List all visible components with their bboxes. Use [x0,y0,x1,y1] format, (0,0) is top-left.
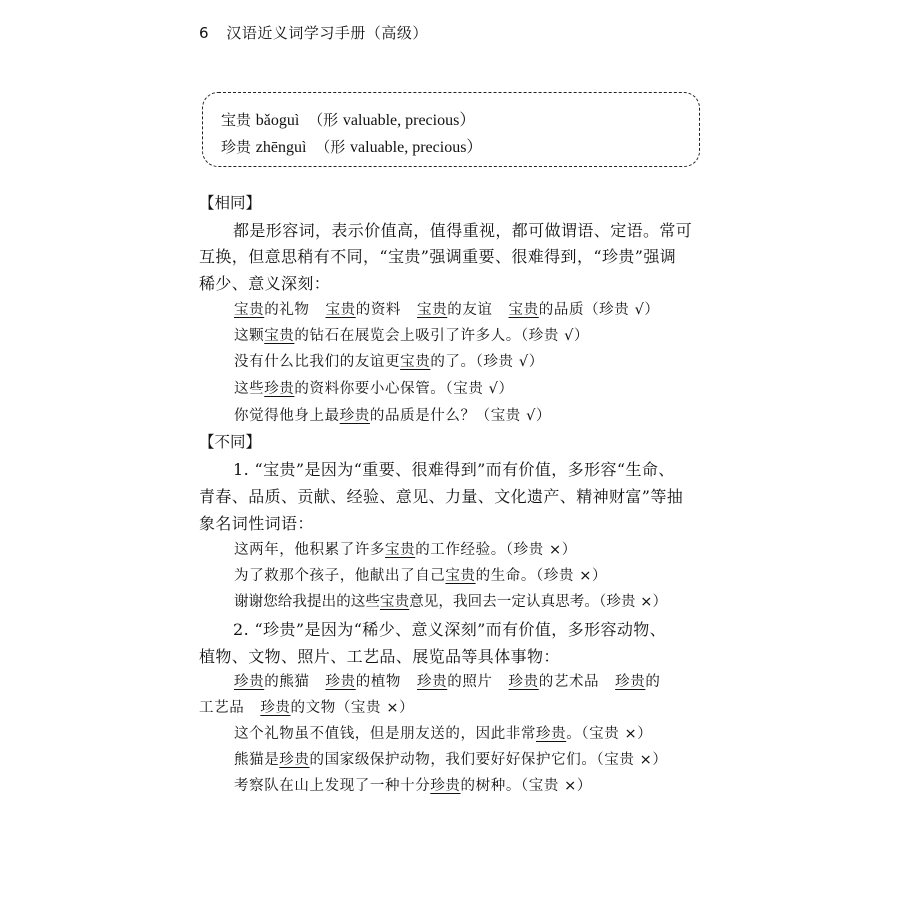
phrase-rest: 的照片 [447,674,493,690]
word-entry-box [202,92,700,167]
entry-pos: （形 [315,138,346,156]
keyword: 珍贵 [430,778,461,794]
keyword: 珍贵 [417,674,448,690]
entry-word: 宝贵 [221,111,252,129]
paragraph-line: 象名词性词语： [199,514,314,533]
example-phrases-zhengui [234,670,660,691]
entry-pos: （形 [308,111,339,129]
sentence-part: 的树种。（宝贵 ×） [460,778,593,794]
phrase-rest: 的友谊 [447,302,493,318]
keyword: 珍贵 [279,752,310,768]
sentence-part: 没有什么比我们的友谊更 [234,354,401,370]
example-sentence [234,774,592,795]
example-sentence [234,590,667,611]
sentence-part: 的了。（珍贵 √） [430,354,544,370]
sentence-part: 的生命。（珍贵 ×） [475,568,608,584]
keyword: 珍贵 [234,674,265,690]
keyword: 珍贵 [264,381,295,397]
example-sentence [234,350,544,371]
keyword: 珍贵 [508,674,539,690]
entry-english: valuable, precious） [342,112,476,129]
example-phrases-continued [199,696,414,717]
sentence-part: 的工作经验。（珍贵 ×） [415,542,577,558]
paragraph-line: 稀少、意义深刻： [199,274,331,293]
entry-word: 珍贵 [221,138,252,156]
sentence-part: 这个礼物虽不值钱，但是朋友送的，因此非常 [234,726,536,742]
paragraph-line: 1. “宝贵”是因为“重要、很难得到”而有价值，多形容“生命、 [233,460,675,479]
example-sentence [234,377,514,398]
sentence-part: 的品质是什么？（宝贵 √） [369,408,552,424]
page-header [199,22,428,43]
phrase-rest: 的礼物 [264,302,310,318]
sentence-part: 为了救那个孩子，他献出了自己 [234,568,446,584]
keyword: 宝贵 [400,354,431,370]
sentence-part: 的资料你要小心保管。（宝贵 √） [294,381,514,397]
keyword: 宝贵 [234,302,265,318]
keyword: 宝贵 [385,542,416,558]
example-note: （珍贵 √） [584,302,660,318]
sentence-part: 意见，我回去一定认真思考。（珍贵 ×） [409,594,668,610]
keyword: 宝贵 [445,568,476,584]
sentence-part: 考察队在山上发现了一种十分 [234,778,431,794]
example-sentence [234,748,668,769]
paragraph-line: 青春、品质、贡献、经验、意见、力量、文化遗产、精神财富”等抽 [199,487,684,506]
keyword: 宝贵 [417,302,448,318]
example-sentence [234,404,551,425]
sentence-part: 的文物（宝贵 ×） [290,700,415,716]
entry-pinyin: bǎoguì [255,112,300,129]
phrase-rest: 的 [645,674,661,690]
example-phrases-baogui [234,298,660,319]
example-sentence [234,538,577,559]
phrase-rest: 的艺术品 [538,674,600,690]
sentence-part: 这两年，他积累了许多 [234,542,385,558]
paragraph-line: 植物、文物、照片、工艺品、展览品等具体事物： [199,647,560,666]
sentence-part: 这些 [234,381,265,397]
keyword: 宝贵 [508,302,539,318]
paragraph-line: 都是形容词，表示价值高，值得重视，都可做谓语、定语。常可 [233,221,693,240]
sentence-part: 这颗 [234,328,265,344]
example-sentence [234,324,589,345]
page-number: 6 [199,24,210,42]
keyword: 宝贵 [325,302,356,318]
keyword: 珍贵 [339,408,370,424]
keyword: 珍贵 [260,700,291,716]
sentence-part: 你觉得他身上最 [234,408,340,424]
section-heading-similar: 【相同】 [199,194,262,212]
section-heading-different: 【不同】 [199,433,262,451]
book-title: 汉语近义词学习手册（高级） [226,24,428,42]
sentence-part: 的钻石在展览会上吸引了许多人。（珍贵 √） [294,328,590,344]
keyword: 宝贵 [264,328,295,344]
keyword: 宝贵 [380,594,410,610]
phrase-rest: 的熊猫 [264,674,310,690]
entry-pinyin: zhēnguì [255,139,307,156]
keyword: 珍贵 [615,674,646,690]
example-sentence [234,722,652,743]
paragraph-line: 互换，但意思稍有不同，“宝贵”强调重要、很难得到，“珍贵”强调 [199,247,677,266]
sentence-part: 熊猫是 [234,752,280,768]
phrase-rest: 的植物 [355,674,402,690]
entry-zhengui [221,134,482,157]
entry-english: valuable, precious） [350,139,483,156]
sentence-part: 谢谢您给我提出的这些 [234,594,380,610]
example-sentence [234,564,607,585]
keyword: 珍贵 [325,674,356,690]
phrase-rest: 的品质 [538,302,585,318]
sentence-part: 工艺品 [199,700,245,716]
entry-baogui [221,107,475,130]
sentence-part: 的国家级保护动物，我们要好好保护它们。（宝贵 ×） [309,752,668,768]
paragraph-line: 2. “珍贵”是因为“稀少、意义深刻”而有价值，多形容动物、 [233,620,667,639]
sentence-part: 。（宝贵 ×） [566,726,653,742]
keyword: 珍贵 [536,726,567,742]
phrase-rest: 的资料 [355,302,402,318]
